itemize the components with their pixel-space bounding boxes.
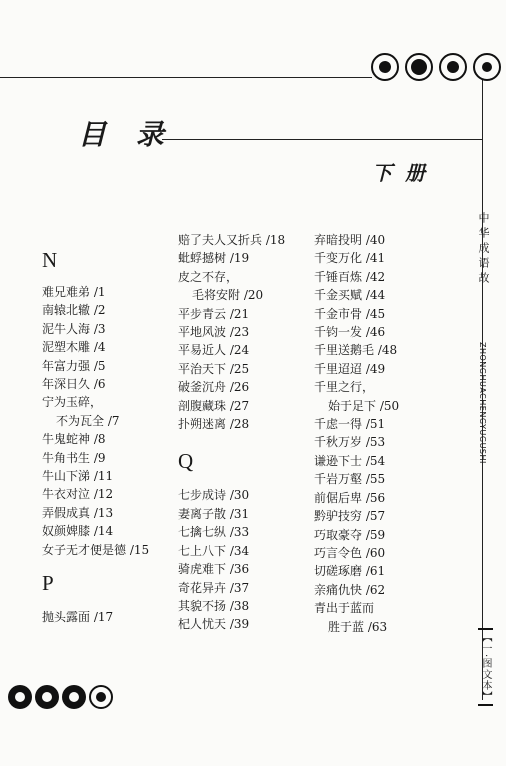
toc-entry: 胜于蓝 /63 — [328, 619, 388, 634]
side-pinyin: ZHONGHUACHENGYUGUSHI — [478, 342, 487, 464]
toc-entry: 破釜沉舟 /26 — [178, 380, 250, 395]
toc-entry: 七步成诗 /30 — [178, 488, 250, 503]
toc-entry: 七上八下 /34 — [178, 543, 250, 558]
toc-entry: 始于足下 /50 — [328, 398, 400, 413]
toc-entry: 弄假成真 /13 — [42, 505, 114, 520]
toc-column-2 — [178, 231, 285, 634]
toc-entry: 难兄难弟 /1 — [42, 285, 106, 299]
toc-entry: 平易近人 /24 — [178, 343, 250, 358]
toc-entry: 抛头露面 /17 — [42, 610, 114, 625]
toc-entry: 平治天下 /25 — [178, 361, 250, 376]
toc-entry: 牛山下涕 /11 — [42, 469, 114, 484]
toc-entry: 亲痛仇快 /62 — [314, 582, 386, 597]
toc-entry: 千虑一得 /51 — [314, 417, 386, 432]
toc-entry: 毛将安附 /20 — [192, 288, 264, 303]
toc-entry: 女子无才便是德 /15 — [42, 542, 150, 557]
toc-entry: 千里送鹅毛 /48 — [314, 343, 398, 358]
toc-entry: 南辕北辙 /2 — [42, 303, 106, 318]
page-label: 【一·图文本】 — [478, 628, 493, 706]
toc-entry: 千锤百炼 /42 — [314, 269, 386, 284]
toc-entry: 七擒七纵 /33 — [178, 525, 250, 540]
toc-entry: 年富力强 /5 — [42, 358, 106, 373]
toc-entry: 剖腹藏珠 /27 — [178, 398, 250, 413]
toc-entry: 不为瓦全 /7 — [56, 413, 120, 428]
toc-entry: 黔驴技穷 /57 — [314, 509, 386, 524]
toc-entry: 赔了夫人又折兵 /18 — [178, 233, 286, 247]
volume-subtitle: 下 册 — [372, 161, 428, 185]
toc-entry: 泥牛人海 /3 — [42, 321, 106, 336]
toc-entry: 千金市骨 /45 — [314, 306, 386, 321]
toc-entry: 皮之不存， — [178, 269, 239, 284]
toc-entry: 奇花异卉 /37 — [178, 580, 250, 595]
ornament-top-icon — [368, 50, 504, 84]
side-book-title: 中华成语故 — [477, 212, 490, 287]
toc-entry: 千里迢迢 /49 — [314, 361, 386, 376]
toc-entry: 弃暗投明 /40 — [314, 233, 386, 247]
toc-entry: 千钧一发 /46 — [314, 325, 386, 340]
title-rule — [162, 139, 482, 140]
toc-entry: 切磋琢磨 /61 — [314, 564, 386, 579]
toc-column-3 — [314, 231, 399, 636]
page-title: 目 录 — [78, 118, 174, 151]
ornament-bottom-icon — [6, 682, 116, 712]
toc-entry: 千变万化 /41 — [314, 251, 386, 266]
section-letter: Q — [178, 449, 194, 474]
toc-entry: 泥塑木雕 /4 — [42, 340, 106, 355]
toc-entry: 千金买赋 /44 — [314, 288, 386, 303]
toc-entry: 妻离子散 /31 — [178, 506, 250, 521]
toc-entry: 其貌不扬 /38 — [178, 598, 250, 613]
toc-entry: 前倨后卑 /56 — [314, 490, 386, 505]
toc-entry: 巧取豪夺 /59 — [314, 527, 386, 542]
toc-entry: 千里之行， — [314, 380, 375, 395]
section-letter: P — [42, 571, 54, 596]
toc-entry: 宁为玉碎， — [42, 395, 103, 410]
toc-entry: 牛鬼蛇神 /8 — [42, 432, 106, 447]
toc-entry: 平步青云 /21 — [178, 306, 250, 321]
toc-entry: 奴颜婢膝 /14 — [42, 524, 114, 539]
toc-entry: 牛衣对泣 /12 — [42, 487, 114, 502]
toc-entry: 千岩万壑 /55 — [314, 472, 386, 487]
toc-entry: 平地风波 /23 — [178, 325, 250, 340]
top-rule — [0, 77, 372, 78]
toc-entry: 巧言令色 /60 — [314, 545, 386, 560]
toc-entry: 年深日久 /6 — [42, 377, 106, 392]
toc-entry: 扑朔迷离 /28 — [178, 417, 250, 432]
toc-entry: 千秋万岁 /53 — [314, 435, 386, 450]
toc-entry: 杞人忧天 /39 — [178, 617, 250, 632]
toc-entry: 骑虎难下 /36 — [178, 562, 250, 577]
toc-entry: 谦逊下士 /54 — [314, 453, 386, 468]
toc-entry: 青出于蓝而 — [314, 601, 375, 616]
section-letter: N — [42, 248, 58, 272]
toc-column-1 — [42, 250, 149, 627]
toc-entry: 牛角书生 /9 — [42, 450, 106, 465]
toc-entry: 蚍蜉撼树 /19 — [178, 251, 250, 266]
